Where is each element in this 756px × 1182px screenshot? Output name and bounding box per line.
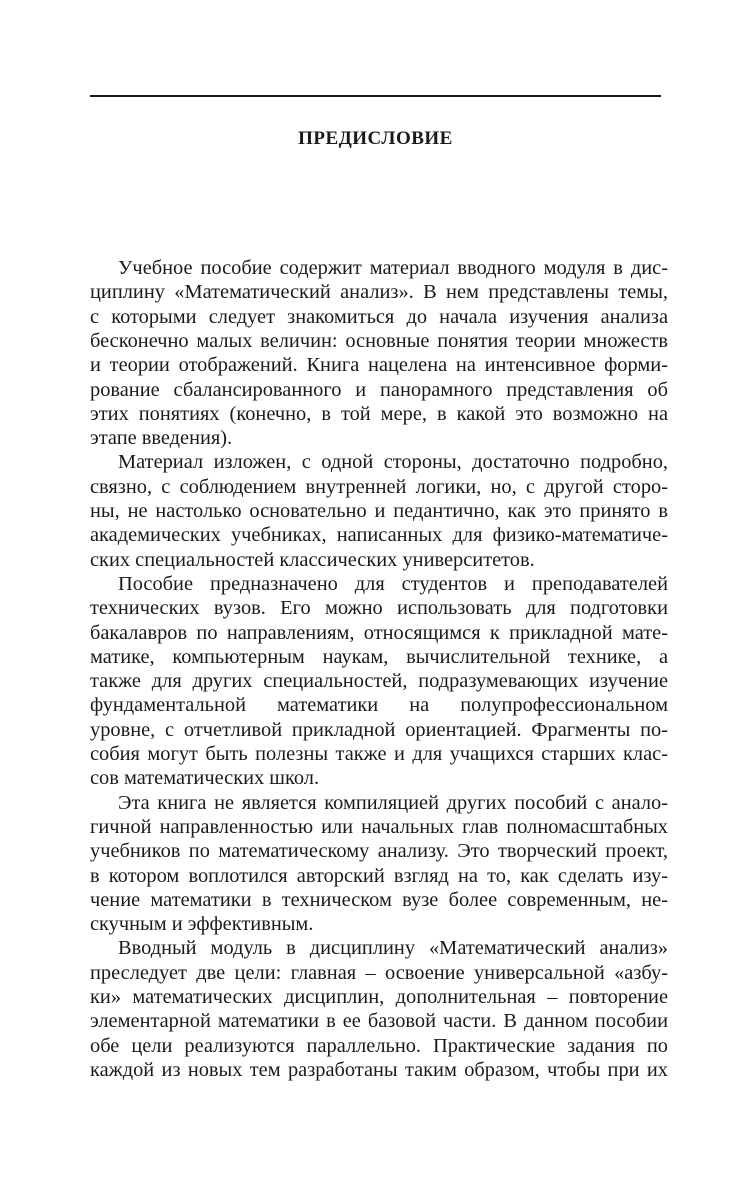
text-line: с которыми следует знакомиться до начала изучения анализа bbox=[90, 305, 668, 328]
text-line: учебников по математическому анализу. Это творческий проект, bbox=[90, 840, 668, 863]
text-line: бесконечно малых величин: основные понятия теории множеств bbox=[90, 329, 668, 352]
text-line: фундаментальной математики на полупрофессиональном bbox=[90, 694, 668, 717]
text-line: циплину «Математический анализ». В нем представлены темы, bbox=[90, 281, 668, 304]
text-line: технических вузов. Его можно использовать для подготовки bbox=[90, 597, 668, 620]
top-rule bbox=[90, 95, 661, 97]
text-line: обе цели реализуются параллельно. Практические задания по bbox=[90, 1034, 668, 1057]
text-line: элементарной математики в ее базовой части. В данном пособии bbox=[90, 1010, 668, 1033]
text-line: связно, с соблюдением внутренней логики, но, с другой сторо- bbox=[90, 475, 668, 498]
text-line: Вводный модуль в дисциплину «Математический анализ» bbox=[118, 937, 668, 960]
text-line: матике, компьютерным наукам, вычислительной технике, а bbox=[90, 645, 668, 668]
text-line: уровне, с отчетливой прикладной ориентацией. Фрагменты по- bbox=[90, 718, 668, 741]
text-line: ны, не настолько основательно и педантично, как это принято в bbox=[90, 500, 668, 522]
text-line: также для других специальностей, подразумевающих изучение bbox=[90, 670, 668, 693]
text-line: ских специальностей классических университетов. bbox=[90, 548, 535, 571]
text-line: сов математических школ. bbox=[90, 767, 320, 790]
text-line: гичной направленностью или начальных глав полномасштабных bbox=[90, 815, 668, 838]
text-line: скучным и эффективным. bbox=[90, 913, 314, 936]
text-line: Материал изложен, с одной стороны, достаточно подробно, bbox=[118, 451, 668, 474]
text-line: бакалавров по направлениям, относящимся к прикладной мате- bbox=[90, 621, 668, 644]
text-line: этапе введения). bbox=[90, 427, 233, 450]
text-line: рование сбалансированного и панорамного представления об bbox=[90, 378, 668, 401]
text-line: этих понятиях (конечно, в той мере, в какой это возможно на bbox=[90, 402, 668, 425]
page-title: ПРЕДИСЛОВИЕ bbox=[298, 128, 453, 149]
text-line: Учебное пособие содержит материал вводного модуля в дис- bbox=[118, 257, 668, 279]
text-line: собия могут быть полезны также и для учащихся старших клас- bbox=[90, 743, 668, 765]
text-line: в котором воплотился авторский взгляд на то, как сделать изу- bbox=[90, 864, 668, 887]
text-line: Эта книга не является компиляцией других пособий с анало- bbox=[118, 791, 668, 814]
text-line: Пособие предназначено для студентов и преподавателей bbox=[118, 572, 668, 595]
text-line: преследует две цели: главная – освоение универсальной «азбу- bbox=[90, 961, 668, 984]
text-line: ки» математических дисциплин, дополнительная – повторение bbox=[90, 986, 668, 1008]
text-line: академических учебниках, написанных для физико-математиче- bbox=[90, 524, 668, 547]
text-line: каждой из новых тем разработаны таким образом, чтобы при их bbox=[90, 1058, 668, 1081]
text-line: чение математики в техническом вузе более современным, не- bbox=[90, 888, 668, 911]
text-line: и теории отображений. Книга нацелена на интенсивное форми- bbox=[90, 354, 668, 377]
